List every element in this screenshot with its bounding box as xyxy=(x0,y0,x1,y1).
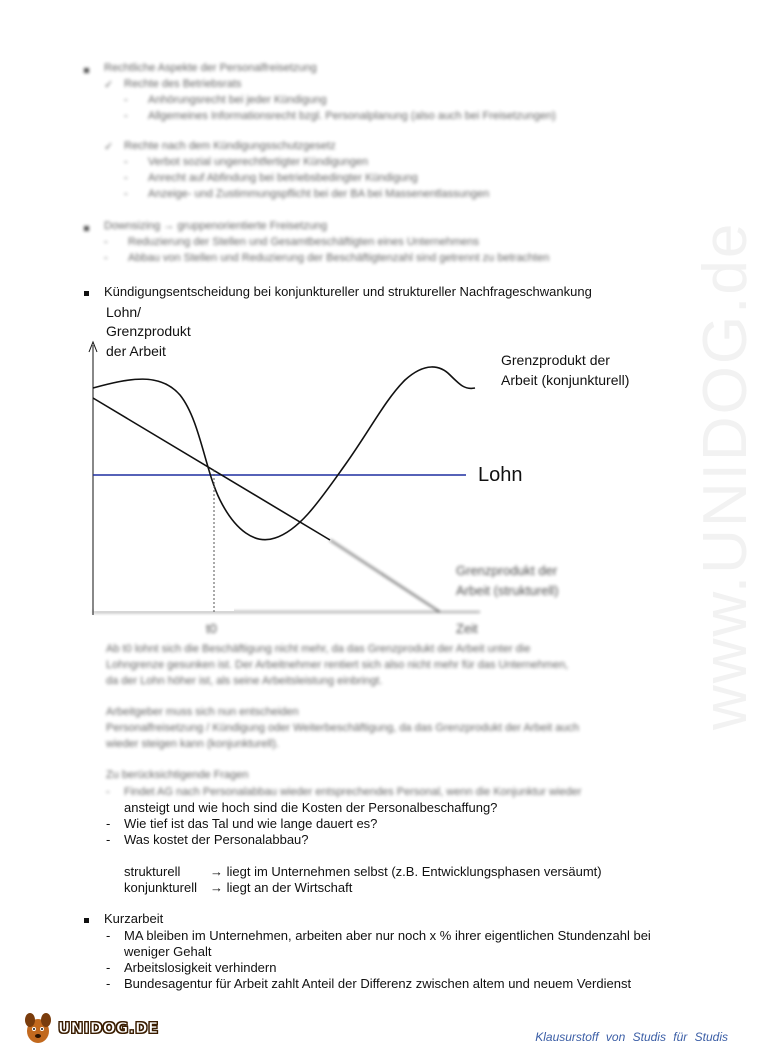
footer-tagline: Klausurstoff von Studis für Studis xyxy=(535,1030,728,1044)
konjunkturell-explanation: → liegt an der Wirtschaft xyxy=(210,880,353,895)
chart-ylabel: der Arbeit xyxy=(106,343,166,359)
text-line: Allgemeines Informationsrecht bzgl. Personalplanung (also auch bei Freisetzungen) xyxy=(148,110,556,122)
checkmark-icon: ✓ xyxy=(104,141,114,153)
text-line: Lohngrenze gesunken ist. Der Arbeitnehmer rentiert sich also nicht mehr für das Unternehmen, xyxy=(106,659,569,671)
strukturell-term: strukturell xyxy=(124,864,181,879)
lohn-label: Lohn xyxy=(478,464,523,486)
chart-ylabel: Lohn/ xyxy=(106,304,142,320)
text-line: Rechte des Betriebsrats xyxy=(124,78,242,90)
bullet-square xyxy=(84,918,89,923)
watermark: www.UNIDOG.de xyxy=(691,221,760,730)
text-line: Personalfreisetzung / Kündigung oder Weiterbeschäftigung, da das Grenzprodukt der Arbeit auch xyxy=(106,722,580,734)
konjunkturell-term: konjunkturell xyxy=(124,880,197,895)
logo-text: UNIDOG.DE xyxy=(58,1019,159,1037)
section-title: Kündigungsentscheidung bei konjunktureller und struktureller Nachfrageschwankung xyxy=(104,284,592,299)
konjunkturell-label: Grenzprodukt der xyxy=(501,352,610,368)
strukturell-label: Arbeit (strukturell) xyxy=(456,583,559,598)
dog-icon xyxy=(22,1011,54,1045)
t0-label: t0 xyxy=(206,621,217,636)
chart-ylabel: Grenzprodukt xyxy=(106,323,191,339)
kurzarbeit-item: Arbeitslosigkeit verhindern xyxy=(124,960,277,975)
text-line: Arbeitgeber muss sich nun entscheiden xyxy=(106,706,299,718)
kurzarbeit-item: MA bleiben im Unternehmen, arbeiten aber nur noch x % ihrer eigentlichen Stundenzahl bei xyxy=(124,928,651,943)
unidog-logo[interactable] xyxy=(22,1010,162,1046)
text-line: Rechte nach dem Kündigungsschutzgesetz xyxy=(124,140,336,152)
text-line: wieder steigen kann (konjunkturell). xyxy=(106,738,280,750)
text-line: Reduzierung der Stellen und Gesamtbeschäftigten eines Unternehmens xyxy=(128,236,479,248)
text-line: Zu berücksichtigende Fragen xyxy=(106,769,249,781)
strukturell-line-lower xyxy=(330,540,440,612)
kurzarbeit-item: weniger Gehalt xyxy=(124,944,212,959)
text-line: Anhörungsrecht bei jeder Kündigung xyxy=(148,94,327,106)
strukturell-label: Grenzprodukt der xyxy=(456,563,558,578)
question-line: Was kostet der Personalabbau? xyxy=(124,832,309,847)
question-line: ansteigt und wie hoch sind die Kosten der Personalbeschaffung? xyxy=(124,800,498,815)
x-axis-label: Zeit xyxy=(456,621,478,636)
kurzarbeit-item: Bundesagentur für Arbeit zahlt Anteil der Differenz zwischen altem und neuem Verdienst xyxy=(124,976,632,991)
checkmark-icon: ✓ xyxy=(104,79,114,91)
kurzarbeit-title: Kurzarbeit xyxy=(104,911,164,926)
text-line: Verbot sozial ungerechtfertigter Kündigungen xyxy=(148,156,369,168)
konjunkturell-label: Arbeit (konjunkturell) xyxy=(501,372,630,388)
text-line: Rechtliche Aspekte der Personalfreisetzung xyxy=(104,62,317,74)
masked-region xyxy=(94,535,234,611)
text-line: Abbau von Stellen und Reduzierung der Beschäftigtenzahl sind getrennt zu betrachten xyxy=(128,252,550,264)
konjunkturell-curve xyxy=(93,367,475,540)
text-line: Findet AG nach Personalabbau wieder entsprechendes Personal, wenn die Konjunktur wieder xyxy=(124,786,582,798)
text-line: Anrecht auf Abfindung bei betriebsbedingter Kündigung xyxy=(148,172,418,184)
strukturell-explanation: → liegt im Unternehmen selbst (z.B. Entwicklungsphasen versäumt) xyxy=(210,864,602,879)
text-line: Downsizing → gruppenorientierte Freisetzung xyxy=(104,220,328,232)
text-line: da der Lohn höher ist, als seine Arbeitsleistung einbringt. xyxy=(106,675,383,687)
strukturell-line xyxy=(93,398,330,540)
text-line: Anzeige- und Zustimmungspflicht bei der BA bei Massenentlassungen xyxy=(148,188,490,200)
text-line: Ab t0 lohnt sich die Beschäftigung nicht mehr, da das Grenzprodukt der Arbeit unter die xyxy=(106,643,531,655)
question-line: Wie tief ist das Tal und wie lange dauert es? xyxy=(124,816,378,831)
